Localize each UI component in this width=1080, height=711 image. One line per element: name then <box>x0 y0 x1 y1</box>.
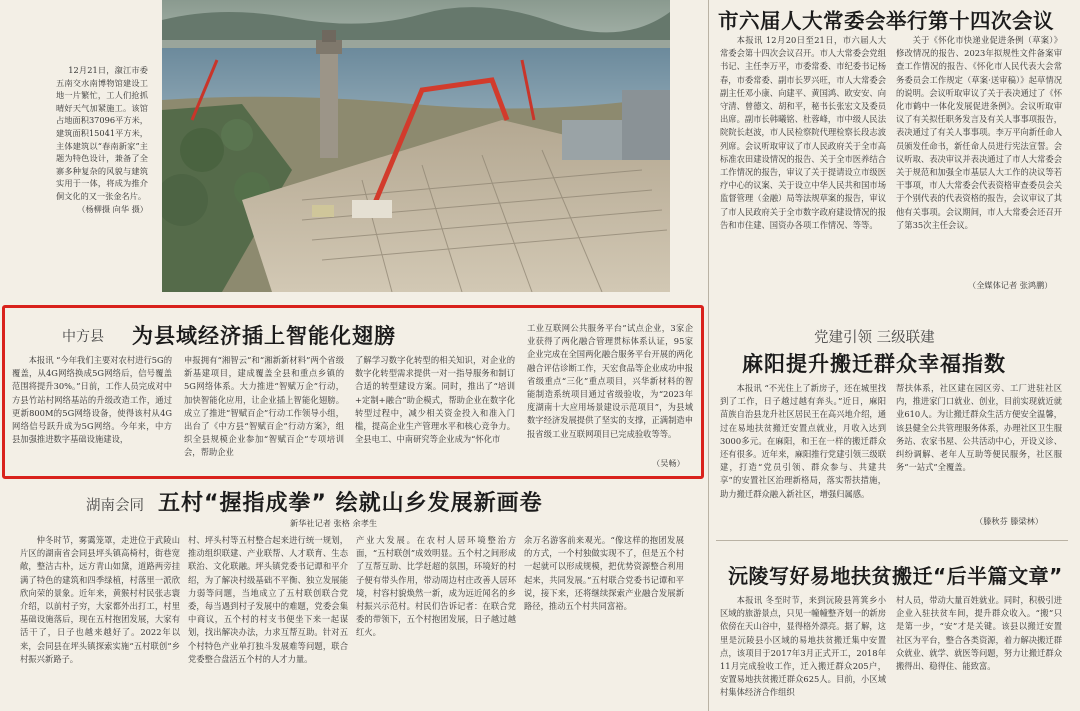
mayang-credit: （滕秋芬 滕梁林） <box>975 516 1044 526</box>
mayang-headline: 麻阳提升搬迁群众幸福指数 <box>742 352 1006 376</box>
wucun-byline: 新华社记者 张格 余孝生 <box>290 518 378 528</box>
column-separator <box>708 0 709 711</box>
wucun-col-1 <box>20 534 180 711</box>
yuanling-col-1-text: 本报讯 冬至时节，来到沅陵县筲箕乡小区域的旅游景点，只见一幢幢整齐划一的新房依傍在天山谷中，显得格外漂亮。据了解，这里是沅陵县小区域的易地扶贫搬迁集中安置点，该项目于2017年3月正式开工，2018年11月完成验收工作，迁入搬迁群众205户，安置易地扶贫搬迁群众625人。目前，小区域村集体经济合作组织 <box>720 595 886 698</box>
wucun-col-3 <box>356 534 516 711</box>
digital-col-2-text: 申报拥有“湘智云”和“湘新新材料”两个省级新基建项目，建成覆盖全县和重点乡镇的5G网络体系。大力推进“智赋万企”行动，加快智能化应用，让企业插上智能化翅膀。成立了推进“智赋百企”行动工作领导小组，出台了《中方县“智赋百企”行动方案》，组织全县规模企业参加“智赋百企”专项培训会，帮助企业 <box>184 355 344 458</box>
digital-credit: （吴畅） <box>652 458 685 468</box>
digital-col-1 <box>12 354 172 470</box>
wucun-col-4-text: 余万名游客前来观光。“像这样的抱团发展的方式，一个村独做实现不了，但是五个村一起就可以形成规模，把优势资源整合利用起来，共同发展。”五村联合党委书记谭和平说，接下来，还将继续探索产业融合发展新路径，推动五个村共同富裕。 <box>524 535 684 612</box>
construction-site-photo <box>162 0 670 292</box>
npc-meeting-col-2 <box>896 34 1062 278</box>
yuanling-headline: 沅陵写好易地扶贫搬迁“后半篇文章” <box>728 564 1063 588</box>
yuanling-col-2-text: 村人员，带动大量百姓就业。同时，积极引进企业入驻扶贫车间，提升群众收入。“搬”只是第一步，“安”才是关键。该县以搬迁安置社区为平台，整合各类资源，着力解决搬迁群众就业、就学、就医等问题，努力让搬迁群众搬得出、稳得住、能致富。 <box>896 595 1062 672</box>
yuanling-col-2 <box>896 594 1062 711</box>
npc-meeting-col-2-text: 关于《怀化市快递业促进条例（草案）》修改情况的报告、2023年拟规性文件备案审查工作情况的报告、《怀化市人民代表大会常务委员会工作规定（草案·送审稿）》起草情况的说明。会议听取审议了关于表决通过了《怀化市鹤中一体化发展促进条例》。会议听取审议了有关拟任职务发言及有关人事事项报告，表决通过了有关人事事项。李万平向新任命人员颁发任命书，新任命人员进行宪法宣誓。会议听取、表决审议并表决通过了市人大常委会关于规范和加强全市基层人大工作的决议等若干事项，市人大常委会代表资格审查委员会关于个别代表的代表资格的报告，会议审议了其他有关事项。会议期间，市人大常委会还召开了第35次主任会议。 <box>896 35 1062 230</box>
wucun-kicker: 湖南会同 <box>86 498 144 514</box>
npc-meeting-col-1-text: 本报讯 12月20日至21日，市六届人大常委会第十四次会议召开。市人大常委会党组书记、主任李万平，市委常委、市纪委书记杨春，市委常委、副市长罗兴旺，市人大常委会副主任邓小康、向建平、黄国鸿、欧安安、向守清、曾德文、胡和平，秘书长张宏文及委员出席。副市长韩曦铭、杜蓉峰，市中级人民法院院长赵波，市人民检察院代理检察长段志波列席。会议听取审议了市人民政府关于全市高标准农田建设情况的报告、关于全市医养结合工作情况的报告，审议了关于提请设立市级医疗中心的议案、关于设立中华人民共和国市场监督管理（金融）局等法规草案的报告，审议了市人民政府关于全市数字政府建设情况的报告和市住建、国资办各项工作情况、等等。 <box>720 35 886 230</box>
digital-headline: 为县域经济插上智能化翅膀 <box>132 324 396 348</box>
wucun-col-2-text: 村、坪头村等五村整合起来进行统一规划，推动组织联建、产业联帮、人才联育、生态联治、文化联融。坪头镇党委书记谭和平介绍，为了解决村级基础不平衡、独立发展能力弱等问题，当地成立了五村联创联合党委，每当遇到村子发展中的难题，党委会集中商议，五个村的村支书便坐下来一起谋划，找出解决办法，力求互帮互助。针对五个村特色产业单打独斗发展难等问题，联合党委整合盘活五个村的人才力量。 <box>188 535 348 664</box>
construction-site-illustration <box>162 0 670 292</box>
mayang-col-1-text: 本报讯 “不光住上了新房子，还在城里找到了工作，日子越过越有奔头。”近日，麻阳苗族自治县龙升社区居民王在高兴地介绍，通过在易地扶贫搬迁安置点就业，月收入达到3000多元。在麻阳，和王在一样的搬迁群众还有很多。近年来，麻阳推行党建引领三级联建，打造“党员引领、群众参与、共建共享”的安置社区治理新格局，落实帮扶措施，助力搬迁群众融入新社区，增强归属感。 <box>720 383 886 499</box>
npc-meeting-headline: 市六届人大常委会举行第十四次会议 <box>718 9 1054 33</box>
photo-caption-text: 12月21日，溆江市委五南交水南博物馆建设工地一片繁忙，工人们抢抓晴好天气加紧施工。该馆占地面积37096平方米，建筑面积15041平方米，主体建筑以“春南新家”主题为特色设计，兼备了全寨多种复杂的风貌与建筑实用于一体，将成为推介侗文化的又一张金名片。 <box>56 65 148 201</box>
yuanling-col-1 <box>720 594 886 711</box>
wucun-headline: 五村“握指成拳” 绘就山乡发展新画卷 <box>158 491 543 516</box>
digital-col-4-text: 工业互联网公共服务平台”试点企业，3家企业获得了两化融合管理贯标体系认证，95家企业完成在全国两化融合服务平台开展的两化融合评估诊断工作，天宏食品等企业成功申报省级重点“三化”重点项目，兴华新材料的智能制造系统项目通过省级验收，为“2023年度湖南十大应用场景建设示范项目”，为县域数字经济发展提供了坚实的支撑，正满制造申报省级工业互联网项目已完成验收等等。 <box>527 323 693 439</box>
mayang-col-1 <box>720 382 886 530</box>
digital-col-4 <box>527 322 693 456</box>
wucun-col-1-text: 仲冬时节，雾霭笼罩，走进位于武陵山片区的湖南省会同县坪头镇高椅村，街巷宽敞，整洁古朴，远方青山如黛，道路两旁挂满了特色的建筑和四季绿植，村落里一派欣欣向荣的景象。近年来，黄猴村村民张志寰介绍，以前村子穷，大家都外出打工，村里基础设施落后，现在五村抱团发展，大家有活干了，日子也越来越好了。2022年以来，会同县在坪头镇探索实施“五村联创”乡村振兴新路子。 <box>20 535 180 664</box>
digital-col-3 <box>355 354 515 470</box>
digital-kicker: 中方县 <box>62 329 104 345</box>
digital-col-2 <box>184 354 344 470</box>
wucun-col-3-text: 产业大发展。在农村人居环境整治方面，“五村联创”成效明显。五个村之间形成了互帮互助、比学赶超的氛围，环境好的村子便有带头作用，带动周边村庄改善人居环境，村容村貌焕然一新，成为远近闻名的乡村振兴示范村。村民们告诉记者：在联合党委的带领下，五个村抱团发展，日子越过越红火。 <box>356 535 516 638</box>
divider-line <box>716 540 1068 541</box>
wucun-col-2 <box>188 534 348 711</box>
photo-caption <box>56 64 148 286</box>
digital-col-1-text: 本报讯 “今年我们主要对农村进行5G的覆盖，从4G网络换成5G网络后，信号覆盖范围将提升30%。”日前，工作人员完成对中方县竹站村网络基站的升级改造工作，通过更新800M的5G网络设备，使得该村从4G网络信号跃升成为5G网络。今年来，中方县加强推进数字基础设施建设， <box>12 355 172 445</box>
mayang-col-2 <box>896 382 1062 514</box>
mayang-kicker: 党建引领 三级联建 <box>814 330 935 346</box>
npc-meeting-col-1 <box>720 34 886 290</box>
photo-caption-credit: （杨柳摄 向华 摄） <box>77 203 148 214</box>
wucun-col-4 <box>524 534 684 711</box>
npc-meeting-credit: （全媒体记者 张鸿鹏） <box>968 280 1053 290</box>
digital-col-3-text: 了解学习数字化转型的相关知识，对企业的数字化转型需求提供一对一指导服务和制订合适的转型建设方案。同时，推出了“培训+定制+融合”助企模式，帮助企业在数字化转型过程中，减少相关资金投入和准入门槛，提高企业生产管理水平和核心竞争力。全县电工、中南研究等企业成为“怀化市 <box>355 355 515 445</box>
mayang-col-2-text: 帮扶体系，社区建在园区旁、工厂进驻社区内，推进家门口就业、创业，目前实现就近就业610人。为让搬迁群众生活方便安全温馨，该县健全公共管理服务体系，办理社区卫生服务站、农家书屋、公共活动中心，开设义诊、纠纷调解、老年人互助等便民服务，社区服务“一站式”全覆盖。 <box>896 383 1062 473</box>
